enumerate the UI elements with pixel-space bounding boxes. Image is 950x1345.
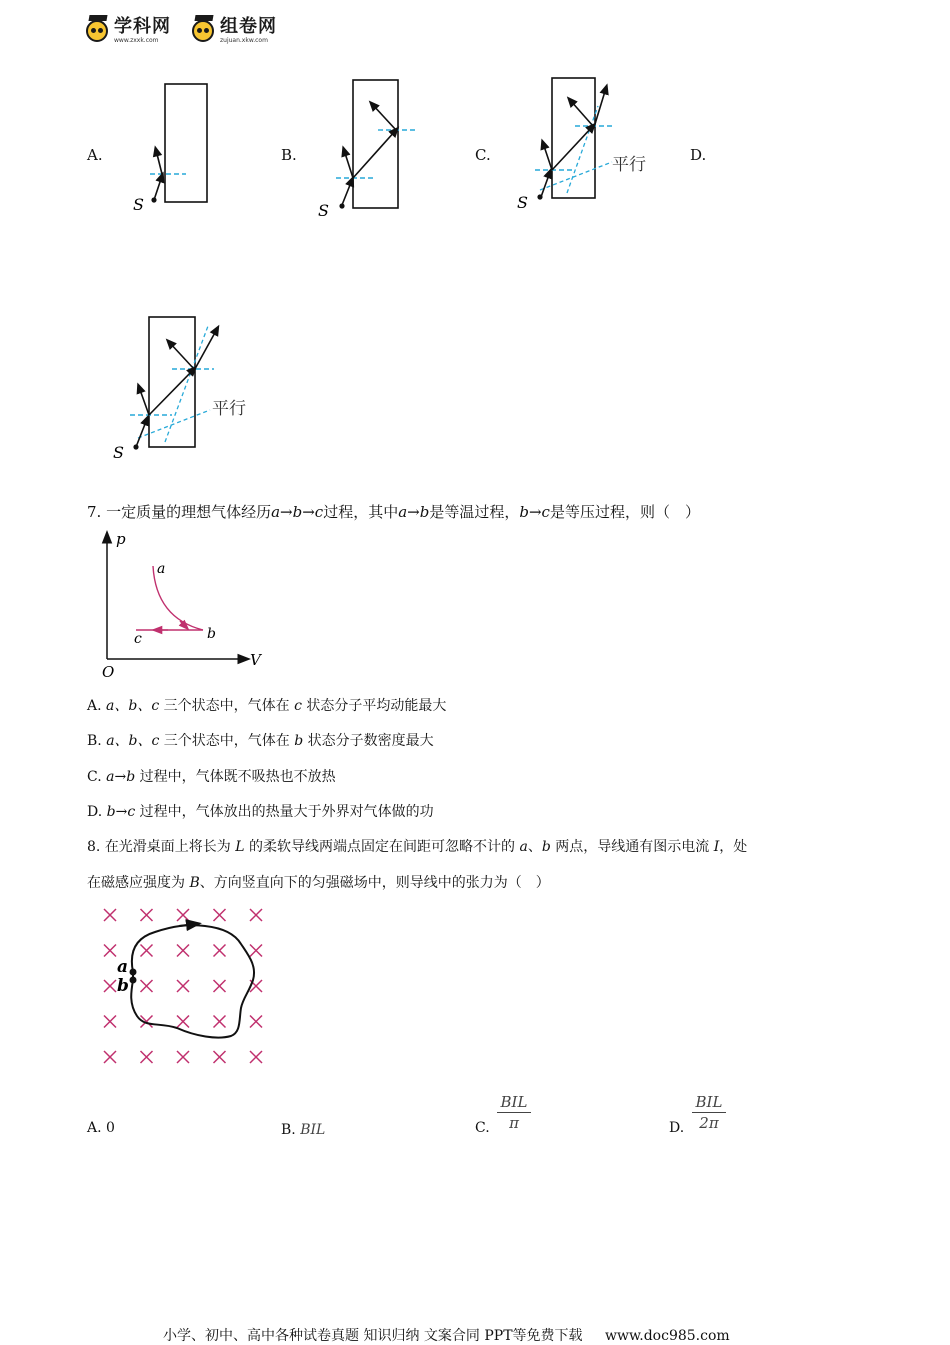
q6-option-b-label: B. [281, 146, 297, 164]
stem-var: b→c [519, 503, 550, 521]
point-b-label: b [117, 976, 129, 996]
q8-option-d-fraction [692, 1093, 726, 1132]
q7-stem [87, 502, 700, 522]
zxxk-logo-name: 学科网 [114, 16, 171, 37]
fraction-numerator: BIL [497, 1093, 531, 1113]
q8-stem-line1 [87, 837, 747, 857]
field-cross-icon [141, 945, 153, 957]
stem-var: a→b→c [271, 503, 324, 521]
fraction-denominator: π [509, 1114, 519, 1132]
field-cross-icon [177, 1016, 189, 1028]
option-label: D. [669, 1120, 685, 1136]
q8-option-c[interactable] [475, 1118, 490, 1138]
q6-option-c-label: C. [475, 146, 491, 164]
field-cross-icon [214, 909, 226, 921]
point-a [130, 969, 137, 976]
stem-var: b [541, 839, 551, 855]
p-axis-label: p [116, 530, 126, 548]
source-point [133, 444, 138, 449]
option-value: 0 [106, 1120, 115, 1136]
stem-text: 是等压过程，则（ ） [549, 503, 700, 521]
q6-option-a-label: A. [87, 146, 103, 164]
origin-label: O [102, 663, 115, 681]
option-label: C. [87, 769, 102, 785]
stem-text: 两点，导线通有图示电流 [555, 839, 710, 855]
q8-option-b[interactable] [281, 1120, 325, 1140]
stem-var: a [519, 839, 528, 855]
option-var: b [294, 733, 304, 749]
field-cross-icon [177, 980, 189, 992]
state-c-label: c [134, 631, 142, 647]
stem-text: 、 [527, 839, 542, 855]
source-point [151, 197, 156, 202]
q8-option-d[interactable] [669, 1118, 684, 1138]
option-value: BIL [300, 1122, 326, 1138]
field-cross-icon [250, 1051, 262, 1063]
option-text: 过程中，气体放出的热量大于外界对气体做的功 [135, 804, 434, 820]
stem-var: L [235, 839, 245, 855]
option-var: a→b [106, 769, 136, 785]
field-cross-icon [214, 945, 226, 957]
question-number: 8. [87, 839, 101, 855]
field-cross-icon [104, 1016, 116, 1028]
source-point [537, 194, 542, 199]
field-cross-icon [141, 1051, 153, 1063]
source-label: S [318, 201, 329, 220]
q7-option-d[interactable] [87, 802, 434, 822]
field-cross-icon [177, 1051, 189, 1063]
field-cross-icon [214, 980, 226, 992]
field-cross-icon [177, 909, 189, 921]
stem-text: 是等温过程， [429, 503, 520, 521]
q6-figure-a [133, 84, 207, 214]
source-point [339, 203, 344, 208]
field-cross-icon [141, 980, 153, 992]
q6-figure-b [318, 80, 418, 220]
stem-text: 过程，其中 [323, 503, 399, 521]
field-cross-icon [250, 1016, 262, 1028]
q7-option-c[interactable] [87, 767, 336, 787]
field-cross-icon [214, 1051, 226, 1063]
q7-option-b[interactable] [87, 731, 434, 751]
zxxk-logo-url: www.zxxk.com [114, 37, 159, 44]
option-label: C. [475, 1120, 490, 1136]
parallel-label: 平行 [612, 155, 646, 175]
option-var: a、b、c [106, 733, 160, 749]
stem-text: 的柔软导线两端点固定在间距可忽略不计的 [249, 839, 516, 855]
stem-text: 、方向竖直向下的匀强磁场中，则导线中的张力为（ ） [199, 875, 550, 891]
option-text: 过程中，气体既不吸热也不放热 [135, 769, 336, 785]
stem-text: 在光滑桌面上将长为 [104, 839, 231, 855]
option-var: c [294, 698, 302, 714]
footer-text: 小学、初中、高中各种试卷真题 知识归纳 文案合同 PPT等免费下载 [163, 1328, 583, 1344]
q8-magnetic-field-figure [95, 900, 275, 1070]
option-label: B. [281, 1122, 296, 1138]
field-cross-icon [104, 1051, 116, 1063]
option-text: 三个状态中，气体在 [159, 698, 295, 714]
wire-loop [131, 925, 254, 1037]
q8-option-a[interactable] [87, 1118, 115, 1138]
q6-figure-c [517, 78, 646, 212]
stem-text: 一定质量的理想气体经历 [106, 503, 272, 521]
field-cross-icon [177, 945, 189, 957]
option-var: b→c [106, 804, 136, 820]
option-text: 状态分子平均动能最大 [301, 698, 447, 714]
option-text: 三个状态中，气体在 [159, 733, 295, 749]
q7-pv-graph [90, 528, 280, 683]
state-b-label: b [207, 626, 216, 642]
option-text: 状态分子数密度最大 [303, 733, 434, 749]
q8-option-c-fraction [497, 1093, 531, 1132]
field-cross-icon [214, 1016, 226, 1028]
point-b [130, 977, 137, 984]
fraction-numerator: BIL [692, 1093, 726, 1113]
parallel-label: 平行 [212, 399, 246, 419]
fraction-denominator: 2π [699, 1114, 719, 1132]
q8-stem-line2 [87, 873, 550, 893]
question-number: 7. [87, 503, 102, 521]
option-label: A. [87, 1120, 102, 1136]
source-label: S [133, 195, 144, 214]
zujuan-logo-url: zujuan.xkw.com [220, 37, 268, 44]
option-var: a、b、c [106, 698, 160, 714]
field-cross-icon [104, 980, 116, 992]
option-label: B. [87, 733, 102, 749]
stem-var: B [189, 875, 200, 891]
field-cross-icon [250, 945, 262, 957]
stem-text: ，处 [719, 839, 748, 855]
field-cross-icon [141, 909, 153, 921]
stem-var: I [713, 839, 720, 855]
q6-option-d-label: D. [690, 146, 707, 164]
q6-figures [0, 0, 950, 470]
v-axis-label: V [250, 651, 261, 669]
option-label: A. [87, 698, 102, 714]
point-a-label: a [117, 957, 129, 977]
footer-link[interactable]: www.doc985.com [604, 1328, 730, 1344]
stem-text: 在磁感应强度为 [87, 875, 185, 891]
field-cross-icon [250, 909, 262, 921]
field-cross-icon [104, 909, 116, 921]
source-label: S [517, 193, 528, 212]
field-cross-icon [104, 945, 116, 957]
source-label: S [113, 443, 124, 462]
q6-figure-d [113, 317, 246, 462]
state-a-label: a [157, 561, 166, 577]
footer [163, 1325, 730, 1345]
q7-option-a[interactable] [87, 696, 446, 716]
stem-var: a→b [398, 503, 430, 521]
zujuan-logo-name: 组卷网 [220, 16, 277, 37]
option-label: D. [87, 804, 103, 820]
